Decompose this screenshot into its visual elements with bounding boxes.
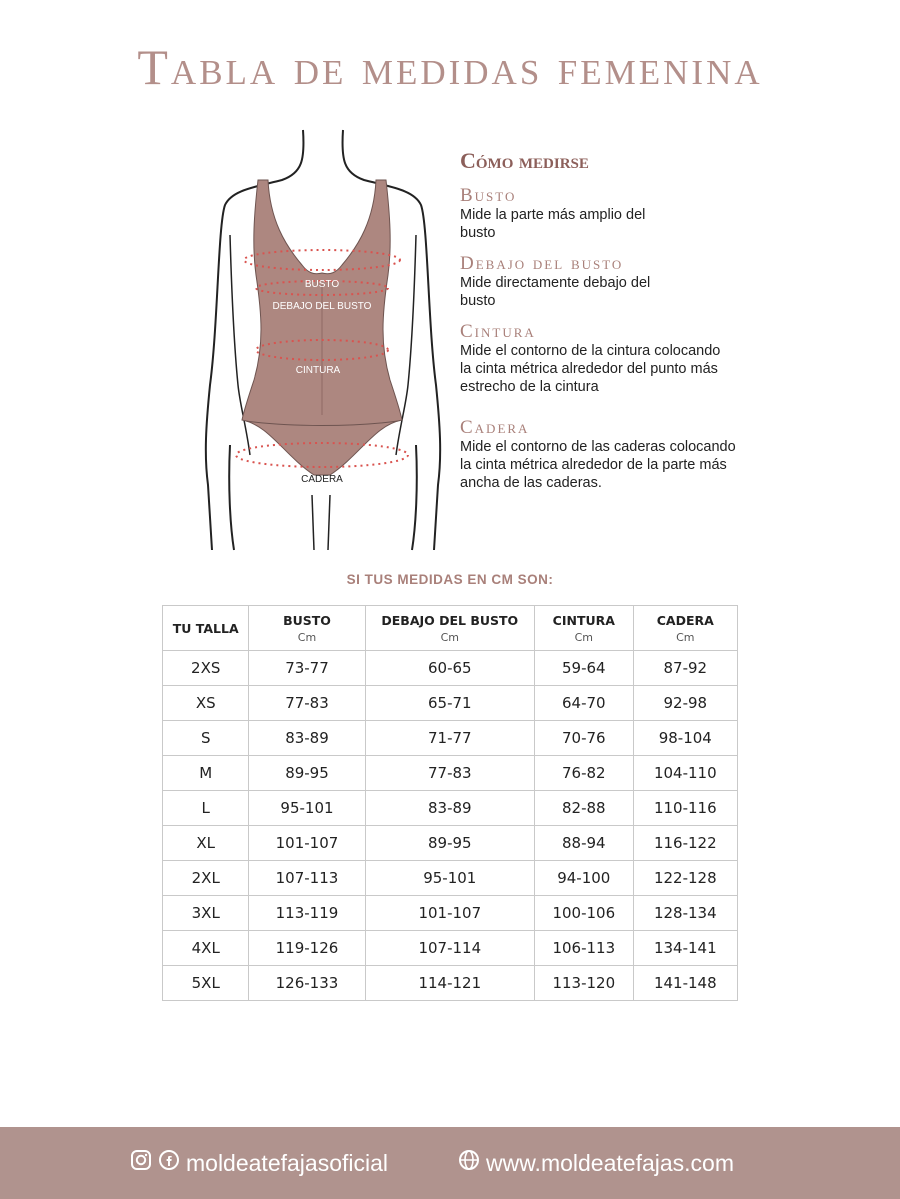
cintura-cell: 94-100 — [535, 861, 634, 896]
guide-item-desc: Mide el contorno de la cintura colocando la cinta métrica alrededor del punto más estrecho de la cintura — [460, 343, 721, 395]
header-label: CINTURA — [552, 612, 615, 628]
guide-heading: Cómo medirse — [460, 148, 589, 173]
cintura-cell: 76-82 — [535, 756, 634, 791]
table-row — [163, 756, 738, 791]
measure-guide — [460, 148, 760, 502]
cadera-cell: 128-134 — [633, 896, 737, 931]
header-cadera — [633, 606, 737, 651]
website-link[interactable] — [458, 1149, 734, 1177]
cintura-cell: 106-113 — [535, 931, 634, 966]
size-cell: L — [163, 791, 249, 826]
size-cell: 4XL — [163, 931, 249, 966]
globe-icon — [458, 1149, 480, 1177]
busto-cell: 107-113 — [249, 861, 365, 896]
busto-cell: 113-119 — [249, 896, 365, 931]
facebook-icon — [158, 1149, 180, 1177]
label-cintura: CINTURA — [295, 365, 341, 376]
header-label: BUSTO — [283, 612, 331, 628]
table-row — [163, 966, 738, 1001]
cintura-cell: 88-94 — [535, 826, 634, 861]
size-cell: 2XS — [163, 651, 249, 686]
guide-item-title: Cintura — [460, 321, 536, 342]
header-label: TU TALLA — [172, 620, 239, 636]
debajo-cell: 77-83 — [365, 756, 534, 791]
table-row — [163, 826, 738, 861]
debajo-cell: 101-107 — [365, 896, 534, 931]
header-busto — [249, 606, 365, 651]
body-figure — [190, 125, 460, 555]
debajo-cell: 60-65 — [365, 651, 534, 686]
size-cell: M — [163, 756, 249, 791]
table-row — [163, 931, 738, 966]
busto-cell: 119-126 — [249, 931, 365, 966]
debajo-cell: 114-121 — [365, 966, 534, 1001]
table-row — [163, 686, 738, 721]
cadera-cell: 141-148 — [633, 966, 737, 1001]
busto-cell: 101-107 — [249, 826, 365, 861]
footer-bar — [0, 1127, 900, 1199]
busto-cell: 89-95 — [249, 756, 365, 791]
busto-cell: 95-101 — [249, 791, 365, 826]
website-text: www.moldeatefajas.com — [486, 1149, 734, 1176]
busto-cell: 73-77 — [249, 651, 365, 686]
cadera-cell: 116-122 — [633, 826, 737, 861]
guide-item-cadera — [460, 418, 760, 492]
debajo-cell: 65-71 — [365, 686, 534, 721]
debajo-cell: 83-89 — [365, 791, 534, 826]
cadera-cell: 104-110 — [633, 756, 737, 791]
guide-item-debajo-del-busto — [460, 254, 760, 310]
table-header-row — [163, 606, 738, 651]
header-unit: Cm — [574, 630, 593, 644]
table-row — [163, 721, 738, 756]
busto-cell: 83-89 — [249, 721, 365, 756]
guide-item-desc: Mide directamente debajo del busto — [460, 275, 651, 309]
guide-item-title: Busto — [460, 185, 517, 206]
cintura-cell: 82-88 — [535, 791, 634, 826]
header-unit: Cm — [440, 630, 459, 644]
cintura-cell: 113-120 — [535, 966, 634, 1001]
social-handle-text: moldeatefajasoficial — [186, 1149, 389, 1176]
debajo-cell: 71-77 — [365, 721, 534, 756]
size-cell: S — [163, 721, 249, 756]
table-row — [163, 791, 738, 826]
label-busto: BUSTO — [304, 279, 340, 290]
header-cintura — [535, 606, 634, 651]
cadera-cell: 98-104 — [633, 721, 737, 756]
size-table — [162, 605, 738, 1001]
size-cell: XL — [163, 826, 249, 861]
label-cadera: CADERA — [301, 474, 343, 485]
cintura-cell: 59-64 — [535, 651, 634, 686]
header-label: DEBAJO DEL BUSTO — [381, 612, 519, 628]
header-debajo-del-busto — [365, 606, 534, 651]
guide-item-title: Debajo del busto — [460, 253, 624, 274]
size-cell: 5XL — [163, 966, 249, 1001]
guide-item-busto — [460, 186, 760, 242]
table-row — [163, 896, 738, 931]
size-cell: 3XL — [163, 896, 249, 931]
cadera-cell: 110-116 — [633, 791, 737, 826]
header-unit: Cm — [297, 630, 317, 644]
busto-cell: 126-133 — [249, 966, 365, 1001]
table-row — [163, 861, 738, 896]
cintura-cell: 100-106 — [535, 896, 634, 931]
label-debajo-del-busto: DEBAJO DEL BUSTO — [272, 301, 372, 312]
cintura-cell: 70-76 — [535, 721, 634, 756]
busto-cell: 77-83 — [249, 686, 365, 721]
cadera-cell: 87-92 — [633, 651, 737, 686]
header-tu-talla — [163, 606, 249, 651]
cadera-cell: 134-141 — [633, 931, 737, 966]
cadera-cell: 92-98 — [633, 686, 737, 721]
debajo-cell: 95-101 — [365, 861, 534, 896]
guide-item-desc: Mide la parte más amplio del busto — [460, 207, 646, 241]
header-unit: Cm — [676, 630, 695, 644]
cadera-cell: 122-128 — [633, 861, 737, 896]
social-handle-link[interactable] — [130, 1149, 388, 1177]
table-subtitle: SI TUS MEDIDAS EN CM SON: — [346, 572, 554, 587]
table-row — [163, 651, 738, 686]
instagram-icon — [130, 1149, 152, 1177]
size-cell: 2XL — [163, 861, 249, 896]
page-title: Tabla de medidas femenina — [137, 39, 763, 95]
debajo-cell: 89-95 — [365, 826, 534, 861]
body-figure-illustration — [190, 125, 460, 555]
guide-item-cintura — [460, 322, 760, 396]
debajo-cell: 107-114 — [365, 931, 534, 966]
header-label: CADERA — [656, 612, 714, 628]
guide-item-title: Cadera — [460, 417, 530, 438]
cintura-cell: 64-70 — [535, 686, 634, 721]
guide-item-desc: Mide el contorno de las caderas colocando la cinta métrica alrededor de la parte más ancha de las caderas. — [460, 439, 736, 491]
size-cell: XS — [163, 686, 249, 721]
